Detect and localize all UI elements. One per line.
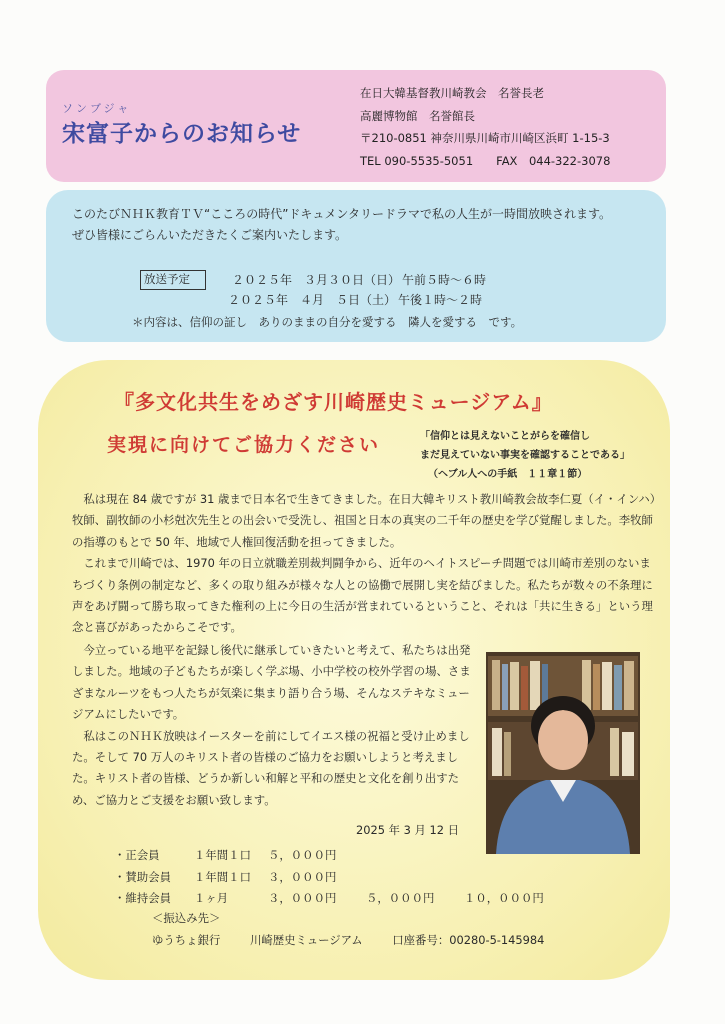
account-name: 川崎歴史ミュージアム xyxy=(249,933,363,947)
fee-row xyxy=(114,867,544,889)
fee-amount: ５，０００円 xyxy=(366,891,435,905)
page-title: 宋富子からのお知らせ xyxy=(62,121,302,147)
schedule-time: 午後１時～２時 xyxy=(398,293,483,307)
fee-row xyxy=(114,888,544,910)
notice-line: ぜひ皆様にごらんいただきたくご案内いたします。 xyxy=(72,228,348,242)
schedule-date: ２０２５年 ４月 ５日（土） xyxy=(228,293,397,307)
museum-title: 『多文化共生をめざす川崎歴史ミュージアム』 xyxy=(114,390,553,414)
quote-citation: （ヘブル人への手紙 １１章１節） xyxy=(428,469,588,480)
paragraph: 私は現在 84 歳ですが 31 歳まで日本名で生きてきました。在日大韓キリスト教川崎教会故李仁夏（イ・インハ）牧師、副牧師の小杉尅次先生との出会いで受洗し、祖国と日本の真実の二千年の歴史を学び覚醒しました。李牧師の指導のもとで 50 年、地域で人権回復活動を担ってきました。 xyxy=(72,492,662,549)
fee-name: ・正会員 xyxy=(114,848,160,862)
paragraph: 今立っている地平を記録し後代に継承していきたいと考えて、私たちは出発しました。地域の子どもたちが楽しく学ぶ場、小中学校の校外学習の場、さまざまなルーツをもつ人たちが気楽に集まり語り合う場、そんなステキなミュージアムにしたいです。 xyxy=(72,643,471,722)
contact-address: 〒210-0851 神奈川県川崎市川崎区浜町 1-15-3 xyxy=(360,131,610,145)
content-note: ＊内容は、信仰の証し ありのままの自分を愛する 隣人を愛する です。 xyxy=(132,315,523,329)
contact-line: 高麗博物館 名誉館長 xyxy=(360,108,475,123)
contact-phone: TEL 090-5535-5051 FAX 044-322-3078 xyxy=(360,153,611,168)
notice-text xyxy=(72,204,611,246)
broadcast-schedule xyxy=(140,270,486,310)
body-text xyxy=(72,489,662,639)
bank-name: ゆうちょ銀行 xyxy=(152,933,221,947)
notice-line: このたびＮＨＫ教育ＴＶ“こころの時代”ドキュメンタリードラマで私の人生が一時間放映されます。 xyxy=(72,207,611,221)
schedule-date: ２０２５年 ３月３０日（日） xyxy=(232,273,401,287)
quote-line: 「信仰とは見えないことがらを確信し xyxy=(420,431,590,442)
fee-unit: １年間１口 xyxy=(194,869,251,884)
fee-amount: ３，０００円 xyxy=(268,891,337,905)
museum-subtitle: 実現に向けてご協力ください xyxy=(107,434,381,456)
portrait-photo xyxy=(486,652,640,854)
account-number: 口座番号：00280-5-145984 xyxy=(392,933,545,947)
fee-amount: １０，０００円 xyxy=(464,891,544,905)
fee-unit: １年間１口 xyxy=(194,848,251,862)
contact-block xyxy=(360,82,610,172)
fee-row xyxy=(114,845,544,867)
title-ruby: ソンブジャ xyxy=(62,102,132,115)
transfer-heading: ＜振込み先＞ xyxy=(152,911,221,925)
body-text-narrow xyxy=(72,640,472,811)
fee-name: ・賛助会員 xyxy=(114,869,171,884)
bible-quote xyxy=(420,427,630,484)
portrait-image xyxy=(486,652,640,854)
schedule-row xyxy=(140,290,486,310)
fee-amount: ３，０００円 xyxy=(268,869,337,884)
membership-fees xyxy=(114,845,544,910)
schedule-label: 放送予定 xyxy=(140,270,206,290)
paragraph: 私はこのＮＨＫ放映はイースターを前にしてイエス様の祝福と受け止めました。そして 70 万人のキリスト者の皆様のご協力をお願いしようと考えました。キリスト者の皆様、どうか新しい和解と平和の歴史と文化を創り出すため、ご協力とご支援をお願い致します。 xyxy=(72,728,470,807)
letter-date: 2025 年 3 月 12 日 xyxy=(356,823,460,837)
fee-unit: １ヶ月 xyxy=(194,891,229,905)
transfer-details xyxy=(152,932,570,948)
schedule-row xyxy=(140,270,486,290)
contact-line: 在日大韓基督教川崎教会 名誉長老 xyxy=(360,86,544,100)
fee-name: ・維持会員 xyxy=(114,891,171,905)
paragraph: これまで川崎では、1970 年の日立就職差別裁判闘争から、近年のヘイトスピーチ問題では川崎市差別のないまちづくり条例の制定など、多くの取り組みが様々な人との協働で展開し実を結びました。私たちが数々の不条理に声をあげ闘って勝ち取ってきた権利の上に今日の生活が営まれているということ、それは「共に生きる」という理念と喜びがあったからこそです。 xyxy=(72,556,653,635)
schedule-time: 午前５時～６時 xyxy=(402,273,487,287)
quote-line: まだ見えていない事実を確認することである」 xyxy=(420,450,630,461)
fee-amount: ５，０００円 xyxy=(268,848,337,862)
